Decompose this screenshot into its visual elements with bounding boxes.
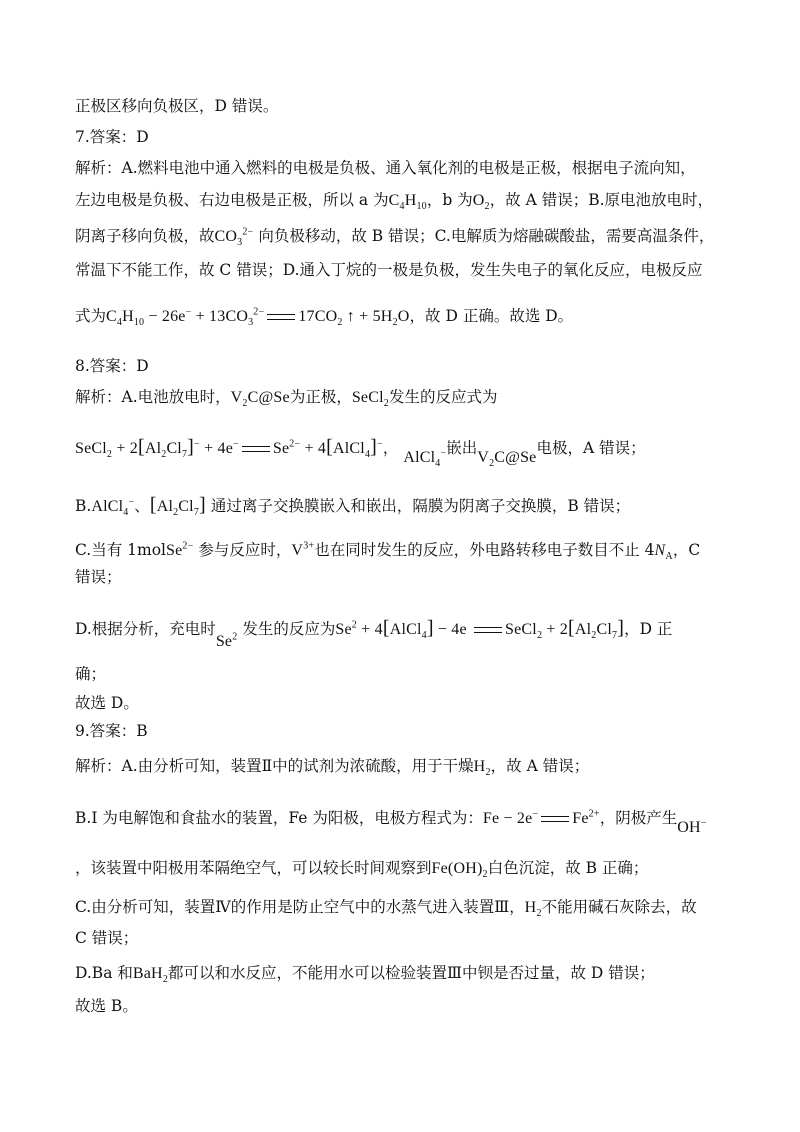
formula-v2c-se: $V_2C@Se$ [477, 449, 537, 470]
text-line [75, 927, 735, 949]
formula-o2: $O_2$ [472, 192, 490, 213]
text-line [75, 566, 735, 588]
text: 7.答案：D [75, 128, 149, 146]
formula-al2cl7: $[Al_2Cl_7]$ [149, 494, 206, 519]
text-line [75, 807, 735, 836]
text: B. [75, 497, 92, 515]
text: 解析：A.燃料电池中通入燃料的电极是负极、通入氧化剂的电极是正极，根据电子流向知， [75, 159, 696, 177]
text: ， [382, 439, 399, 457]
avogadro-symbol: $N_A$ [654, 542, 673, 563]
text: 8.答案：D [75, 357, 149, 375]
text-line [75, 305, 735, 328]
text: C 错误； [75, 929, 139, 947]
text-line [75, 617, 735, 650]
formula-co3: $CO_3^{2-}$ [214, 226, 254, 249]
text: 故选 B。 [75, 997, 138, 1015]
formula-fe-oh-2: $Fe(OH)_2$ [431, 860, 488, 881]
text: ，阴极产生 [599, 809, 678, 827]
text: 不能用碱石灰除去，故 [541, 898, 697, 916]
answer-heading-7 [75, 126, 735, 148]
text: ，故 D 正确。故选 D。 [409, 307, 574, 325]
text-line [75, 189, 735, 212]
formula-alcl4: AlCl$_4$− [91, 496, 135, 519]
text: 白色沉淀，故 B 正确； [487, 859, 649, 877]
formula-v3: $V^{3+}$ [291, 540, 315, 559]
text: 确； [75, 665, 107, 683]
answer-heading-9 [75, 720, 735, 742]
text: 向负极移动，故 B 错误；C.电解质为熔融碳酸盐，需要高温条件， [253, 227, 715, 245]
text-line [75, 225, 735, 248]
text: 左边电极是负极、右边电极是正极，所以 a 为 [75, 191, 389, 209]
text: D.根据分析，充电时 [75, 620, 216, 638]
text: 嵌出 [446, 439, 478, 457]
text: C.当有 1mol [75, 541, 167, 559]
text: C.由分析可知，装置Ⅳ的作用是防止空气中的水蒸气进入装置Ⅲ， [75, 898, 525, 916]
text: 错误； [75, 568, 122, 586]
text: 常温下不能工作，故 C 错误；D.通入丁烷的一极是负极，发生失电子的氧化反应，电极反应 [75, 261, 703, 279]
text: 也在同时发生的反应，外电路转移电子数目不止 4 [314, 541, 655, 559]
text-line [75, 663, 735, 685]
text-line [75, 386, 735, 409]
formula-bah2: BaH$_2$ [132, 965, 169, 986]
equation-secl2-reduction: SeCl$_2$ + $2[Al_2Cl_7]^- + 4e^-$ $Se^{2-}$ + 4[AlCl$_4$]− [75, 436, 383, 461]
text: 参与反应时， [198, 541, 292, 559]
text: 电极，A 错误； [536, 439, 646, 457]
text: 、 [134, 497, 150, 515]
text: ，C [672, 541, 701, 559]
text: ，故 A 错误； [490, 757, 590, 775]
text: 9.答案：B [75, 722, 148, 740]
text-line [75, 962, 735, 985]
text-line [75, 157, 735, 179]
formula-c4h10: $C_4H_{10}$ [388, 192, 427, 213]
text: D.Ba 和 [75, 964, 133, 982]
text: ，故 A 错误；B.原电池放电时， [489, 191, 714, 209]
equation-butane-electrode: $C_4H_{10} - 26e^- + 13CO_3^{2-}$ $17CO_2$ ↑ + $5H_2O$ [106, 306, 410, 329]
text: 都可以和水反应，不能用水可以检验装置Ⅲ中钡是否过量，故 D 错误； [168, 964, 655, 982]
text: B.I 为电解饱和食盐水的装置，Fe 为阳极，电极方程式为： [75, 809, 483, 827]
text: 通过离子交换膜嵌入和嵌出，隔膜为阴离子交换膜，B 错误； [210, 497, 631, 515]
text-line [75, 95, 735, 117]
text: ，D 正 [624, 620, 673, 638]
text: 发生的反应为 [242, 620, 336, 638]
text-line [75, 857, 735, 880]
text-line [75, 494, 735, 518]
text: 为正极， [289, 388, 352, 406]
formula-se2: $Se^{2-}$ [166, 540, 194, 559]
formula-h2: $H_2$ [524, 899, 542, 920]
text-line [75, 896, 735, 919]
text-line [75, 995, 735, 1017]
text: 解析：A.由分析可知，装置Ⅱ中的试剂为浓硫酸，用于干燥 [75, 757, 474, 775]
text-line [75, 436, 735, 470]
text-line [75, 259, 735, 281]
formula-alcl4: AlCl$_4$− [403, 447, 447, 470]
formula-h2: $H_2$ [473, 758, 491, 779]
formula-secl2: SeCl$_2$ [351, 389, 389, 410]
text: 式为 [75, 307, 107, 325]
text: 正极区移向负极区，D 错误。 [75, 97, 279, 115]
formula-oh: OH− [677, 817, 707, 836]
text: ，b 为 [426, 191, 473, 209]
text-line [75, 755, 735, 778]
formula-se2: Se$^2$ [215, 631, 238, 650]
text-line [75, 692, 735, 714]
text: 故选 D。 [75, 694, 139, 712]
text: 发生的反应式为 [388, 388, 498, 406]
text: 阴离子移向负极，故 [75, 227, 215, 245]
equation-se-oxidation: $Se^2$ + 4[AlCl$_4$] − 4e SeCl$_2$ + $2[Al_2Cl_7]$ [335, 617, 625, 642]
answer-heading-8 [75, 355, 735, 377]
text: ，该装置中阳极用苯隔绝空气，可以较长时间观察到 [75, 859, 432, 877]
text-line [75, 539, 735, 562]
text: 解析：A.电池放电时， [75, 388, 231, 406]
equation-fe-anode: Fe − 2e− $Fe^{2+}$ [482, 808, 600, 827]
formula-v2c-se: $V_2C@Se$ [230, 389, 290, 410]
